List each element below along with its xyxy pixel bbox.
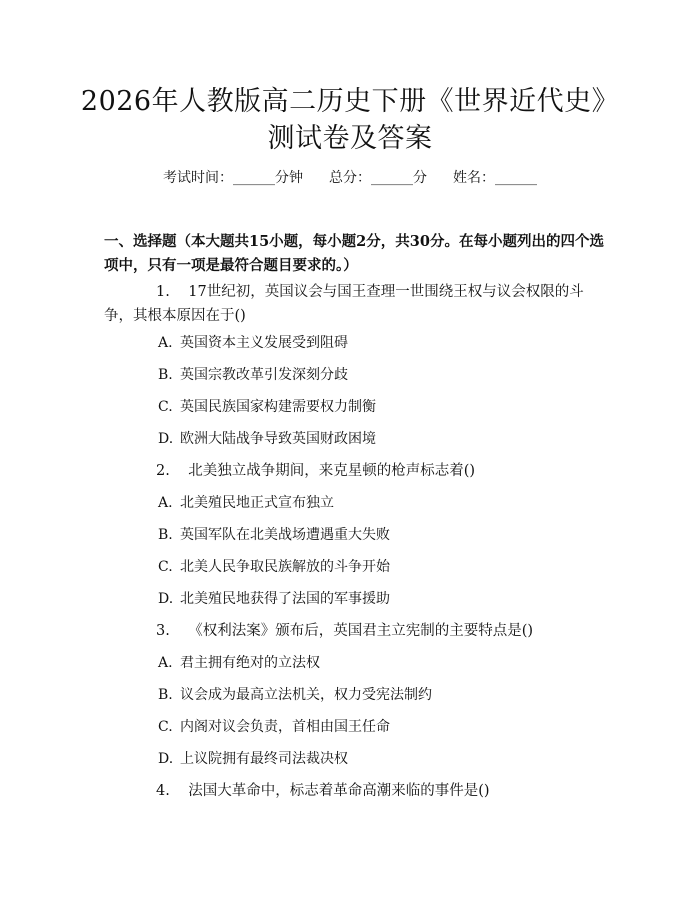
question-3-text: 《权利法案》颁布后，英国君主立宪制的主要特点是(): [188, 623, 534, 639]
student-name-label: 姓名：______: [453, 170, 537, 186]
question-4-stem: [104, 779, 604, 803]
question-1-number: 1.: [156, 284, 170, 300]
question-2-option-d: D. 北美殖民地获得了法国的军事援助: [158, 591, 390, 607]
document-title-line-2: 测试卷及答案: [267, 123, 433, 154]
total-score-label: 总分：______分: [329, 170, 427, 186]
question-2-number: 2.: [156, 463, 170, 479]
question-2-stem: [104, 459, 604, 483]
question-3-option-c: C. 内阁对议会负责，首相由国王任命: [158, 719, 390, 735]
question-3-stem: [104, 619, 604, 643]
question-1-stem: [104, 280, 604, 328]
question-3-option-b: B. 议会成为最高立法机关，权力受宪法制约: [158, 687, 432, 703]
question-4-text: 法国大革命中，标志着革命高潮来临的事件是(): [188, 783, 490, 799]
question-4-number: 4.: [156, 783, 170, 799]
question-3-number: 3.: [156, 623, 170, 639]
question-2-option-c: C. 北美人民争取民族解放的斗争开始: [158, 559, 390, 575]
question-1-text: 17世纪初，英国议会与国王查理一世围绕王权与议会权限的斗争，其根本原因在于(): [104, 284, 584, 324]
question-1-option-d: D. 欧洲大陆战争导致英国财政困境: [158, 431, 376, 447]
section-heading: 一、选择题（本大题共15小题，每小题2分，共30分。在每小题列出的四个选项中，只有一项是最符合题目要求的。）: [104, 233, 604, 274]
exam-info-row: [0, 169, 700, 187]
question-2-text: 北美独立战争期间，来克星顿的枪声标志着(): [188, 463, 476, 479]
question-1-option-a: A. 英国资本主义发展受到阻碍: [158, 335, 348, 351]
exam-time-label: 考试时间：______分钟: [163, 170, 303, 186]
question-2-option-b: B. 英国军队在北美战场遭遇重大失败: [158, 527, 390, 543]
question-3-option-d: D. 上议院拥有最终司法裁决权: [158, 751, 348, 767]
question-1-option-c: C. 英国民族国家构建需要权力制衡: [158, 399, 376, 415]
question-1-option-b: B. 英国宗教改革引发深刻分歧: [158, 367, 348, 383]
question-3-option-a: A. 君主拥有绝对的立法权: [158, 655, 320, 671]
question-2-option-a: A. 北美殖民地正式宣布独立: [158, 495, 334, 511]
document-title-line-1: 2026年人教版高二历史下册《世界近代史》: [80, 86, 620, 117]
